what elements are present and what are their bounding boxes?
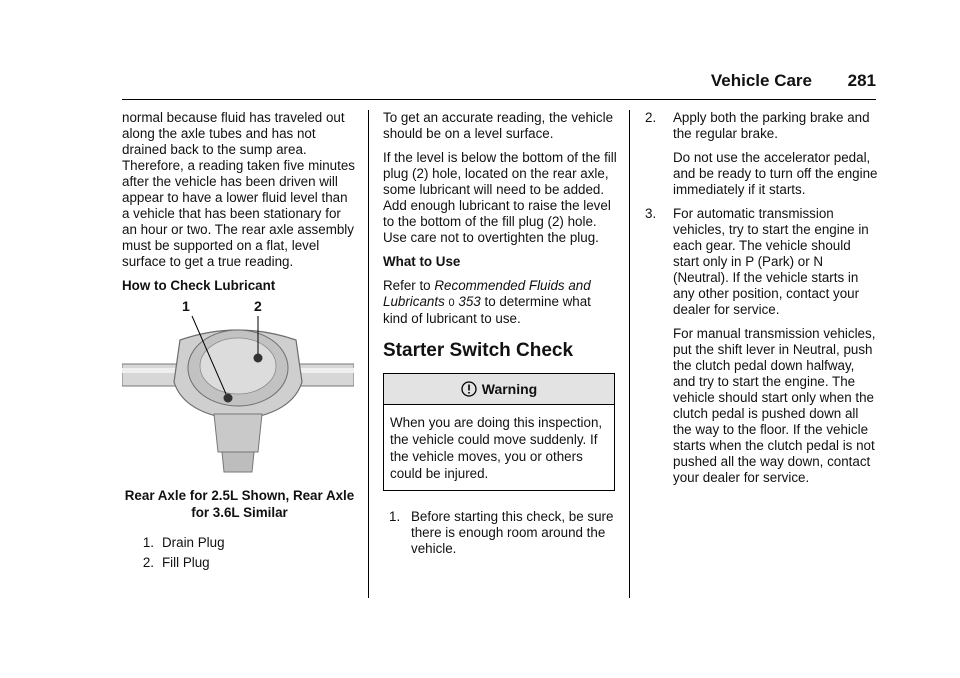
column-divider <box>368 110 369 598</box>
subheading: What to Use <box>383 254 461 269</box>
step-item <box>389 509 618 557</box>
step-note: For manual transmission vehicles, put the shift lever in Neutral, push the clutch pedal down halfway, and try to start the engine. The vehicle should start only when the clutch pedal is pushed down all the way to the floor. If the vehicle starts when the clutch pedal is not pushed all the way down, contact your dealer for service. <box>673 326 876 485</box>
rear-axle-figure <box>122 298 354 477</box>
header-rule <box>122 99 876 100</box>
subheading: How to Check Lubricant <box>122 278 276 293</box>
step-item <box>645 206 880 318</box>
step-text: For automatic transmission vehicles, try to start the engine in each gear. The vehicle should start only in P (Park) or N (Neutral). If the vehicle starts in any other position, contact your dealer for service. <box>673 206 869 317</box>
list-text: Drain Plug <box>162 535 225 550</box>
step-number: 3. <box>645 206 657 221</box>
paragraph: To get an accurate reading, the vehicle should be on a level surface. <box>383 110 614 141</box>
callout-1: 1 <box>182 298 190 314</box>
list-item <box>122 555 357 571</box>
page-number: 281 <box>847 71 876 90</box>
figure-caption: Rear Axle for 2.5L Shown, Rear Axle for 3.6L Similar <box>124 488 355 520</box>
paragraph: normal because fluid has traveled out along the axle tubes and has not drained back to the sump area. Therefore, a reading taken five minutes after the vehicle has been driven will appear to have a lower fluid level than a vehicle that has been stationary for an hour or two. The rear axle assembly must be supported on a flat, level surface to get a true reading. <box>122 110 355 269</box>
step-text: Before starting this check, be sure there is enough room around the vehicle. <box>411 509 614 556</box>
step-number: 1. <box>389 509 401 524</box>
list-number: 1. <box>142 535 154 550</box>
paragraph: If the level is below the bottom of the fill plug (2) hole, located on the rear axle, some lubricant will need to be added. Add enough lubricant to raise the level to the bottom of the fill plug (2) hole. Use care not to overtighten the plug. <box>383 150 617 245</box>
page-reference-icon: 0 <box>448 297 455 309</box>
rear-axle-illustration <box>122 302 354 477</box>
column-divider <box>629 110 630 598</box>
step-item <box>645 110 880 142</box>
column-2 <box>383 110 618 565</box>
list-item <box>122 535 357 551</box>
step-note: Do not use the accelerator pedal, and be ready to turn off the engine immediately if it starts. <box>673 150 878 197</box>
parts-list <box>122 535 357 571</box>
reference-page[interactable]: 353 <box>458 294 481 309</box>
warning-box <box>383 373 615 491</box>
column-1 <box>122 110 357 575</box>
reference-paragraph <box>383 278 618 327</box>
refer-prefix: Refer to <box>383 278 431 293</box>
warning-text: When you are doing this inspection, the vehicle could move suddenly. If the vehicle moves, you or others could be injured. <box>390 415 603 481</box>
refer-suffix: to determine what kind of lubricant to use. <box>383 294 591 326</box>
column-3 <box>645 110 880 494</box>
section-title: Starter Switch Check <box>383 340 574 361</box>
reference-link[interactable]: Recommended Fluids and Lubricants <box>383 278 591 309</box>
warning-header <box>384 374 614 405</box>
list-text: Fill Plug <box>162 555 210 570</box>
warning-icon <box>461 381 477 397</box>
step-number: 2. <box>645 110 657 125</box>
callout-2: 2 <box>254 298 262 314</box>
step-text: Apply both the parking brake and the regular brake. <box>673 110 870 141</box>
list-number: 2. <box>142 555 154 570</box>
warning-title: Warning <box>481 381 538 397</box>
section-header-title: Vehicle Care <box>710 71 812 90</box>
